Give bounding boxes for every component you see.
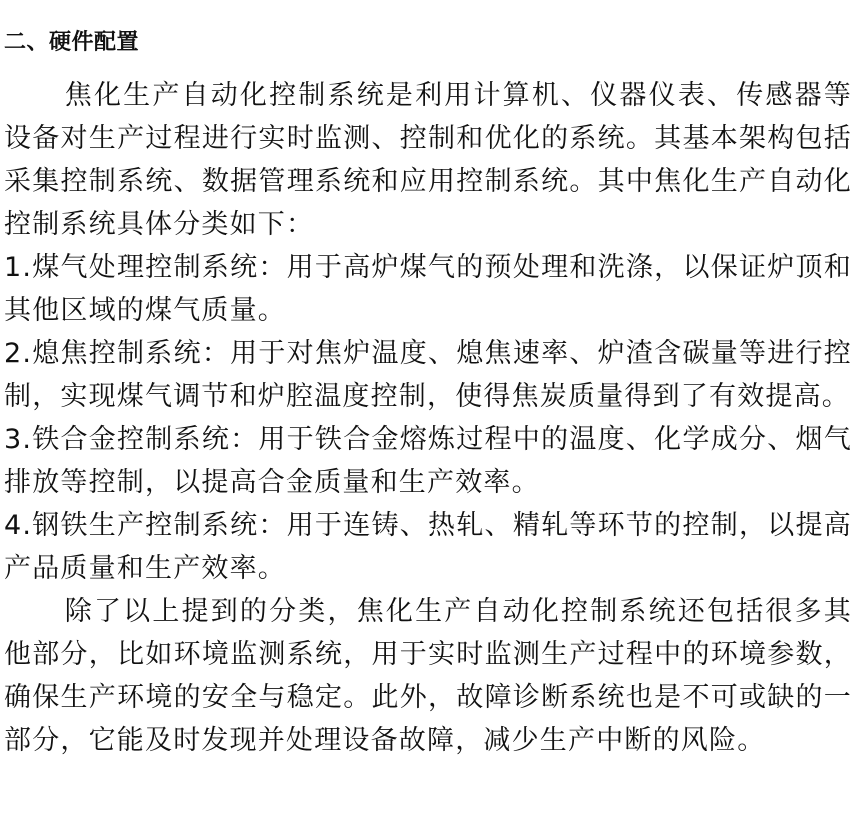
list-item-gas-processing: 1.煤气处理控制系统：用于高炉煤气的预处理和洗涤，以保证炉顶和其他区域的煤气质量。 xyxy=(4,252,852,326)
section-heading: 二、硬件配置 xyxy=(4,30,140,55)
list-item-coke-quenching: 2.熄焦控制系统：用于对焦炉温度、熄焦速率、炉渣含碳量等进行控制，实现煤气调节和炉腔温度控制，使得焦炭质量得到了有效提高。 xyxy=(4,338,852,412)
intro-paragraph: 焦化生产自动化控制系统是利用计算机、仪器仪表、传感器等设备对生产过程进行实时监测、控制和优化的系统。其基本架构包括采集控制系统、数据管理系统和应用控制系统。其中焦化生产自动化控制系统具体分类如下： xyxy=(4,80,852,240)
closing-paragraph: 除了以上提到的分类，焦化生产自动化控制系统还包括很多其他部分，比如环境监测系统，用于实时监测生产过程中的环境参数，确保生产环境的安全与稳定。此外，故障诊断系统也是不可或缺的一部分，它能及时发现并处理设备故障，减少生产中断的风险。 xyxy=(4,596,852,756)
list-item-steel-production: 4.钢铁生产控制系统：用于连铸、热轧、精轧等环节的控制，以提高产品质量和生产效率。 xyxy=(4,510,852,584)
list-item-ferroalloy: 3.铁合金控制系统：用于铁合金熔炼过程中的温度、化学成分、烟气排放等控制，以提高合金质量和生产效率。 xyxy=(4,424,852,498)
